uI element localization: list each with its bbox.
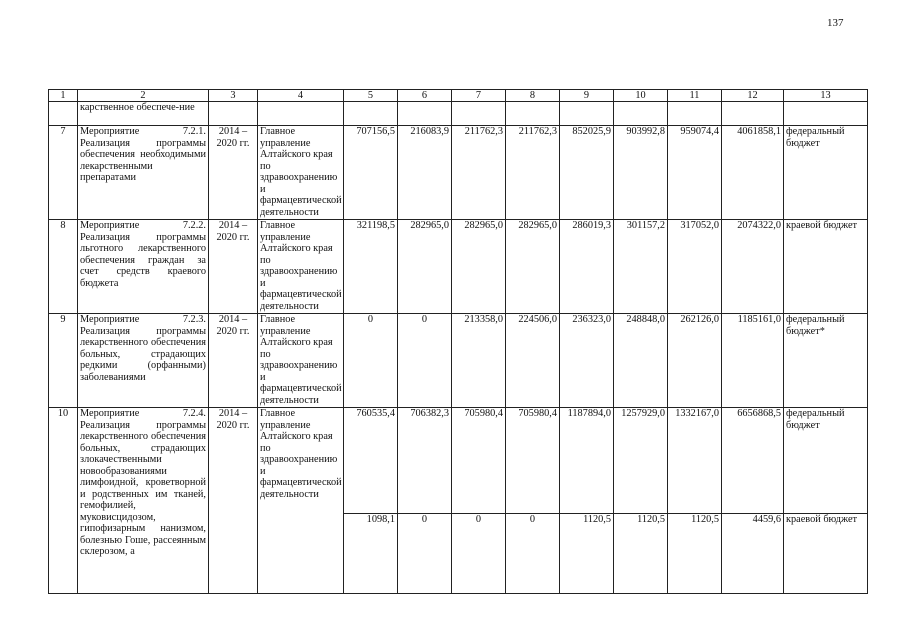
row-number: 9 <box>49 314 78 408</box>
funding-source: федеральный бюджет <box>784 126 868 220</box>
activity-name: Мероприятие 7.2.4. Реализация программы лекарственного обеспечения больных, страдающих злокачественными новообразованиями лимфоидной, кроветворной и родственных им тканей, гемофилией, муковисцидозом, гипофизарным нанизмом, болезнью Гоше, рассеянным склерозом, а <box>78 408 209 594</box>
period: 2014 – 2020 гг. <box>209 314 258 408</box>
value-cell: 282965,0 <box>398 220 452 314</box>
header-cell: 4 <box>258 90 344 102</box>
value-cell: 286019,3 <box>560 220 614 314</box>
value-cell: 0 <box>344 314 398 408</box>
header-cell: 11 <box>668 90 722 102</box>
executor: Главное управление Алтайского края по здравоохранению и фармацевтической деятельности <box>258 314 344 408</box>
row-number: 10 <box>49 408 78 594</box>
header-cell: 8 <box>506 90 560 102</box>
value-cell: 321198,5 <box>344 220 398 314</box>
total-cell: 4061858,1 <box>722 126 784 220</box>
total-cell: 2074322,0 <box>722 220 784 314</box>
header-cell: 13 <box>784 90 868 102</box>
value-cell: 705980,4 <box>452 408 506 514</box>
continuation-row <box>49 102 868 126</box>
value-cell: 216083,9 <box>398 126 452 220</box>
value-cell: 211762,3 <box>452 126 506 220</box>
activity-name: Мероприятие 7.2.3. Реализация программы лекарственного обеспечения больных, страдающих редкими (орфанными) заболеваниями <box>78 314 209 408</box>
value-cell: 707156,5 <box>344 126 398 220</box>
value-cell: 760535,4 <box>344 408 398 514</box>
funding-source: федеральный бюджет* <box>784 314 868 408</box>
value-cell: 1120,5 <box>560 514 614 594</box>
value-cell: 0 <box>398 314 452 408</box>
header-cell: 6 <box>398 90 452 102</box>
total-cell: 4459,6 <box>722 514 784 594</box>
value-cell: 1120,5 <box>614 514 668 594</box>
period: 2014 – 2020 гг. <box>209 408 258 594</box>
funding-source: краевой бюджет <box>784 220 868 314</box>
total-cell: 6656868,5 <box>722 408 784 514</box>
value-cell: 706382,3 <box>398 408 452 514</box>
header-cell: 1 <box>49 90 78 102</box>
value-cell: 282965,0 <box>452 220 506 314</box>
value-cell: 1332167,0 <box>668 408 722 514</box>
header-cell: 7 <box>452 90 506 102</box>
continuation-text: карственное обеспече-ние <box>78 102 209 126</box>
row-number: 7 <box>49 126 78 220</box>
header-row <box>49 90 868 102</box>
value-cell: 1257929,0 <box>614 408 668 514</box>
value-cell: 248848,0 <box>614 314 668 408</box>
value-cell: 0 <box>506 514 560 594</box>
value-cell: 262126,0 <box>668 314 722 408</box>
total-cell: 1185161,0 <box>722 314 784 408</box>
table-row <box>49 408 868 514</box>
table-row <box>49 314 868 408</box>
activity-name: Мероприятие 7.2.1. Реализация программы обеспечения необходимыми лекарственными препаратами <box>78 126 209 220</box>
period: 2014 – 2020 гг. <box>209 126 258 220</box>
value-cell: 852025,9 <box>560 126 614 220</box>
header-cell: 2 <box>78 90 209 102</box>
table-row <box>49 220 868 314</box>
funding-source: федеральный бюджет <box>784 408 868 514</box>
value-cell: 0 <box>452 514 506 594</box>
table-row <box>49 126 868 220</box>
value-cell: 317052,0 <box>668 220 722 314</box>
header-cell: 12 <box>722 90 784 102</box>
value-cell: 1098,1 <box>344 514 398 594</box>
value-cell: 224506,0 <box>506 314 560 408</box>
value-cell: 1187894,0 <box>560 408 614 514</box>
header-cell: 10 <box>614 90 668 102</box>
value-cell: 236323,0 <box>560 314 614 408</box>
value-cell: 211762,3 <box>506 126 560 220</box>
value-cell: 282965,0 <box>506 220 560 314</box>
executor: Главное управление Алтайского края по здравоохранению и фармацевтической деятельности <box>258 220 344 314</box>
budget-table <box>48 89 868 594</box>
value-cell: 213358,0 <box>452 314 506 408</box>
activity-name: Мероприятие 7.2.2. Реализация программы льготного лекарственного обеспечения граждан за счет средств краевого бюджета <box>78 220 209 314</box>
header-cell: 9 <box>560 90 614 102</box>
header-cell: 3 <box>209 90 258 102</box>
executor: Главное управление Алтайского края по здравоохранению и фармацевтической деятельности <box>258 408 344 594</box>
value-cell: 301157,2 <box>614 220 668 314</box>
executor: Главное управление Алтайского края по здравоохранению и фармацевтической деятельности <box>258 126 344 220</box>
header-cell: 5 <box>344 90 398 102</box>
period: 2014 – 2020 гг. <box>209 220 258 314</box>
value-cell: 1120,5 <box>668 514 722 594</box>
funding-source: краевой бюджет <box>784 514 868 594</box>
value-cell: 705980,4 <box>506 408 560 514</box>
value-cell: 0 <box>398 514 452 594</box>
page-number: 137 <box>827 17 844 29</box>
row-number: 8 <box>49 220 78 314</box>
value-cell: 959074,4 <box>668 126 722 220</box>
value-cell: 903992,8 <box>614 126 668 220</box>
